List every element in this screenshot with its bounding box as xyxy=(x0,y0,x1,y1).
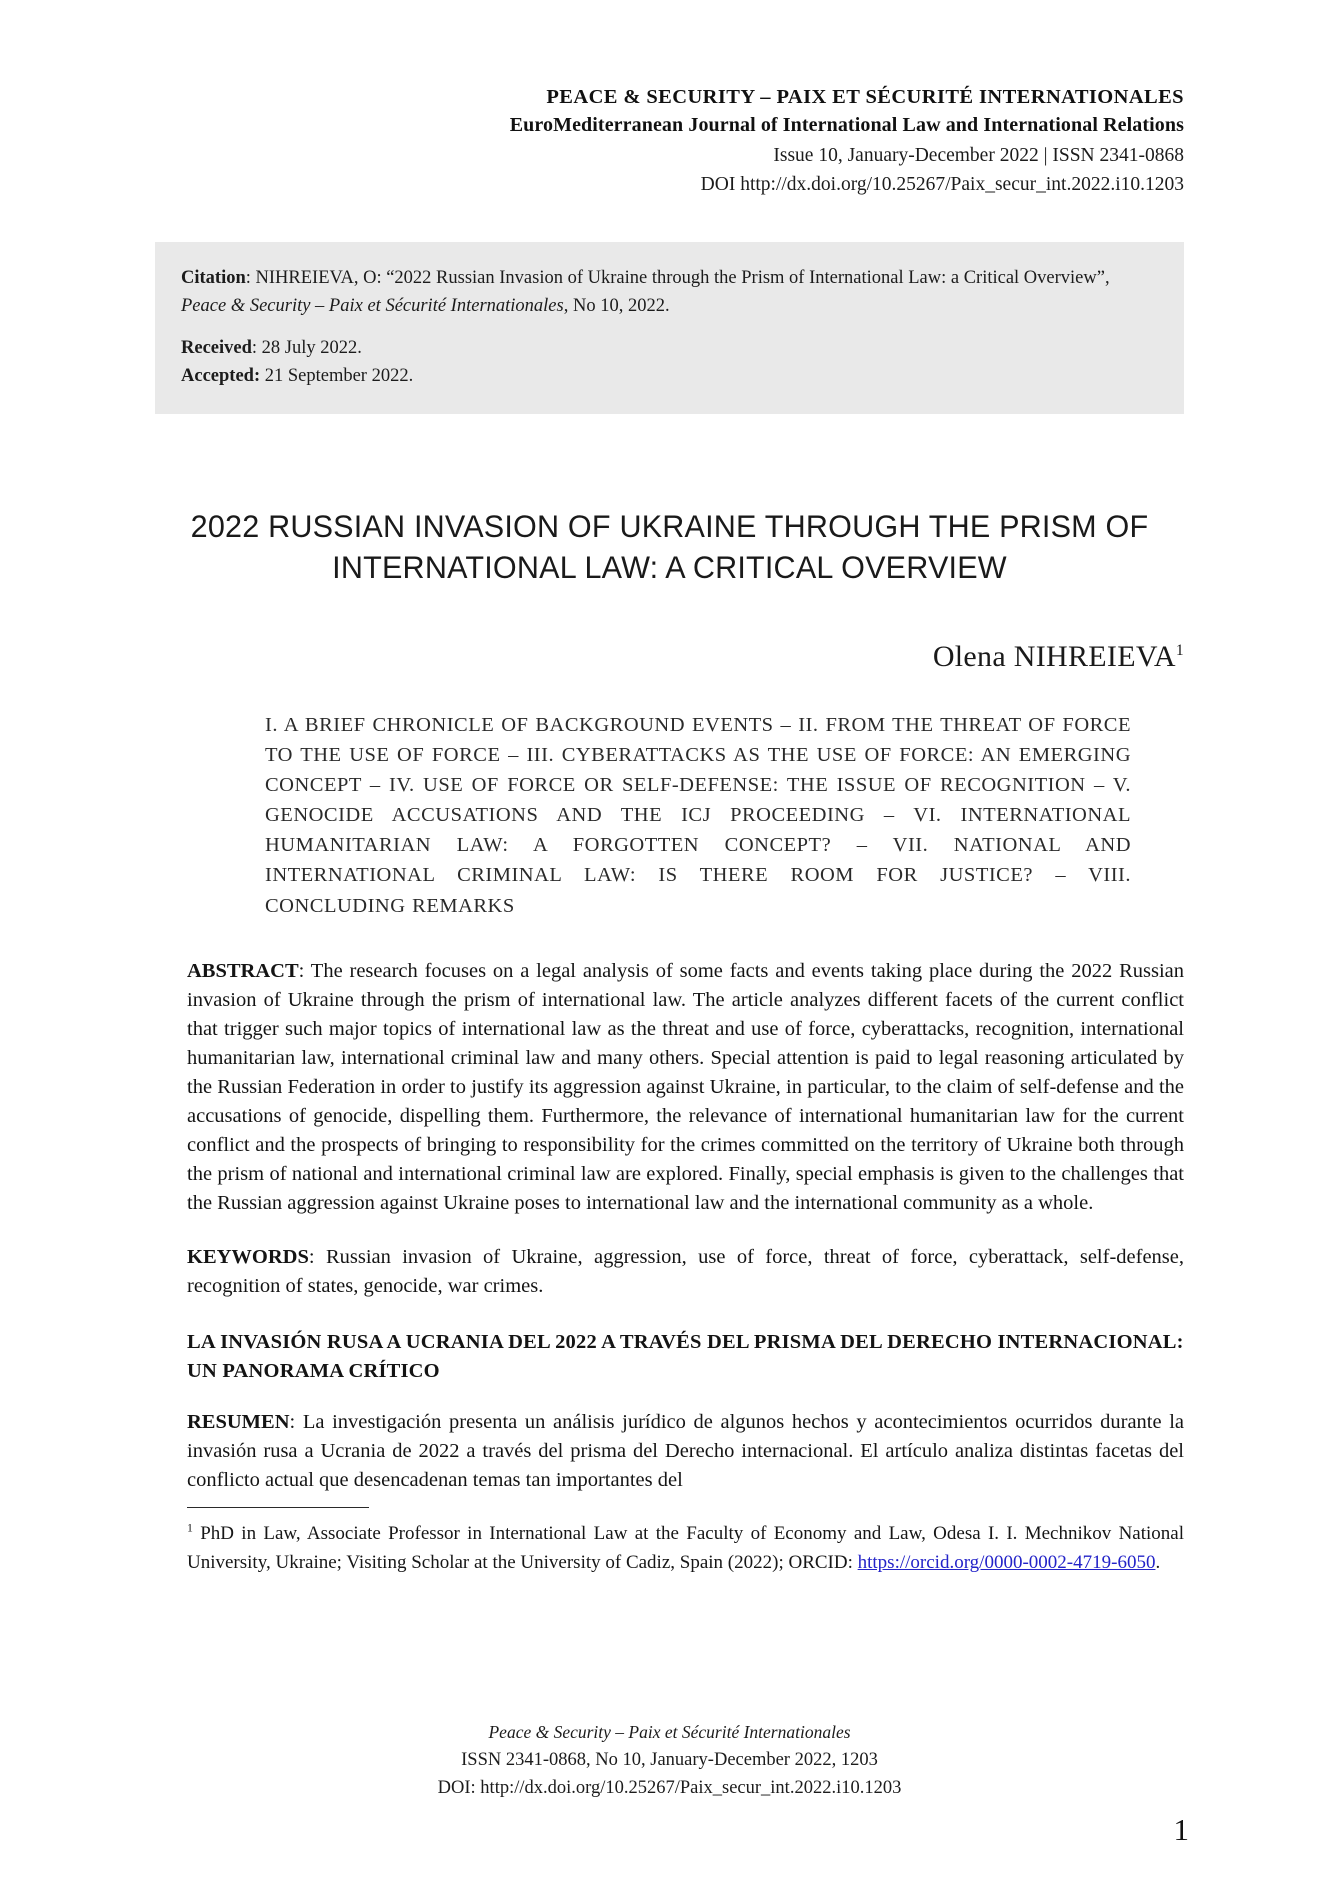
received-value: : 28 July 2022. xyxy=(251,338,362,359)
footnote-text-before-link: PhD in Law, Associate Professor in International Law at the Faculty of Economy and Law, Odesa I. I. Mechnikov National University, Ukraine; Visiting Scholar at the University of Cadiz, Spain (2022); ORCID: xyxy=(187,1522,1184,1574)
journal-name: PEACE & SECURITY – PAIX ET SÉCURITÉ INTERNATIONALES xyxy=(546,86,1184,108)
keywords-paragraph xyxy=(187,1243,1184,1301)
citation-dates xyxy=(181,335,1158,390)
received-row xyxy=(181,335,1158,362)
author-name: Olena NIHREIEVA xyxy=(932,639,1176,673)
resumen-label: RESUMEN xyxy=(187,1410,290,1433)
page-title: 2022 RUSSIAN INVASION OF UKRAINE THROUGH THE PRISM OF INTERNATIONAL LAW: A CRITICAL OVERVIEW xyxy=(190,507,1149,585)
citation-label: Citation xyxy=(181,267,246,288)
footer-journal-title: Peace & Security – Paix et Sécurité Internationales xyxy=(488,1721,851,1742)
citation-text xyxy=(181,264,1158,320)
author-footnote-marker: 1 xyxy=(1175,641,1184,659)
masthead xyxy=(0,0,1339,199)
footer-issn-line: ISSN 2341-0868, No 10, January-December 2022, 1203 xyxy=(461,1749,878,1770)
abstract-paragraph xyxy=(187,957,1184,1218)
issue-line: Issue 10, January-December 2022 | ISSN 2341-0868 xyxy=(773,145,1184,167)
accepted-value: 21 September 2022. xyxy=(260,365,414,386)
table-of-contents: I. A BRIEF CHRONICLE OF BACKGROUND EVENTS – II. FROM THE THREAT OF FORCE TO THE USE OF FORCE – III. CYBERATTACKS AS THE USE OF FORCE: AN EMERGING CONCEPT – IV. USE OF FORCE OR SELF-DEFENSE: THE ISSUE OF RECOGNITION – V. GENOCIDE ACCUSATIONS AND THE ICJ PROCEEDING – VI. INTERNATIONAL HUMANITARIAN LAW: A FORGOTTEN CONCEPT? – VII. NATIONAL AND INTERNATIONAL CRIMINAL LAW: IS THERE ROOM FOR JUSTICE? – VIII. CONCLUDING REMARKS xyxy=(265,713,1131,917)
citation-text-part2: , No 10, 2022. xyxy=(563,296,670,317)
page-number: 1 xyxy=(1173,1812,1189,1847)
received-label: Received xyxy=(181,338,252,359)
orcid-link[interactable]: https://orcid.org/0000-0002-4719-6050 xyxy=(857,1552,1156,1574)
keywords-text: : Russian invasion of Ukraine, aggression, use of force, threat of force, cyberattack, self-defense, recognition of states, genocide, war crimes. xyxy=(187,1245,1184,1297)
citation-box xyxy=(155,242,1184,414)
resumen-paragraph xyxy=(187,1408,1184,1495)
spanish-title: LA INVASIÓN RUSA A UCRANIA DEL 2022 A TRAVÉS DEL PRISMA DEL DERECHO INTERNACIONAL: UN PANORAMA CRÍTICO xyxy=(187,1330,1184,1382)
journal-subtitle: EuroMediterranean Journal of International Law and International Relations xyxy=(509,114,1184,137)
footnote-1 xyxy=(187,1519,1184,1578)
citation-journal-title: Peace & Security – Paix et Sécurité Internationales xyxy=(181,296,564,317)
footnote-separator xyxy=(187,1507,369,1508)
keywords-label: KEYWORDS xyxy=(187,1245,309,1268)
resumen-text: : La investigación presenta un análisis jurídico de algunos hechos y acontecimientos ocurridos durante la invasión rusa a Ucrania de 2022 a través del prisma del Derecho internacional. El artículo analiza distintas facetas del conflicto actual que desencadenan temas tan importantes del xyxy=(187,1410,1184,1491)
abstract-text: : The research focuses on a legal analysis of some facts and events taking place during the 2022 Russian invasion of Ukraine through the prism of international law. The article analyzes different facets of the current conflict that trigger such major topics of international law as the threat and use of force, cyberattacks, recognition, international humanitarian law, international criminal law and many others. Special attention is paid to legal reasoning articulated by the Russian Federation in order to justify its aggression against Ukraine, in particular, to the claim of self-defense and the accusations of genocide, dispelling them. Furthermore, the relevance of international humanitarian law for the current conflict and the prospects of bringing to responsibility for the crimes committed on the territory of Ukraine both through the prism of national and international criminal law are explored. Finally, special emphasis is given to the challenges that the Russian aggression against Ukraine poses to international law and the international community as a whole. xyxy=(187,959,1184,1214)
accepted-row xyxy=(181,363,1158,390)
footer-center-block xyxy=(155,1718,1184,1802)
footnote-marker: 1 xyxy=(187,1521,193,1535)
citation-text-part1: : NIHREIEVA, O: “2022 Russian Invasion of Ukraine through the Prism of International Law: a Critical Overview”, xyxy=(245,267,1110,288)
masthead-doi-line: DOI http://dx.doi.org/10.25267/Paix_secur_int.2022.i10.1203 xyxy=(700,173,1184,195)
abstract-label: ABSTRACT xyxy=(187,959,299,982)
footer-doi-line: DOI: http://dx.doi.org/10.25267/Paix_secur_int.2022.i10.1203 xyxy=(437,1777,902,1798)
accepted-label: Accepted: xyxy=(181,365,261,386)
author-byline xyxy=(155,640,1184,674)
footnote-text-after-link: . xyxy=(1155,1552,1161,1574)
page-footer xyxy=(0,1718,1339,1802)
